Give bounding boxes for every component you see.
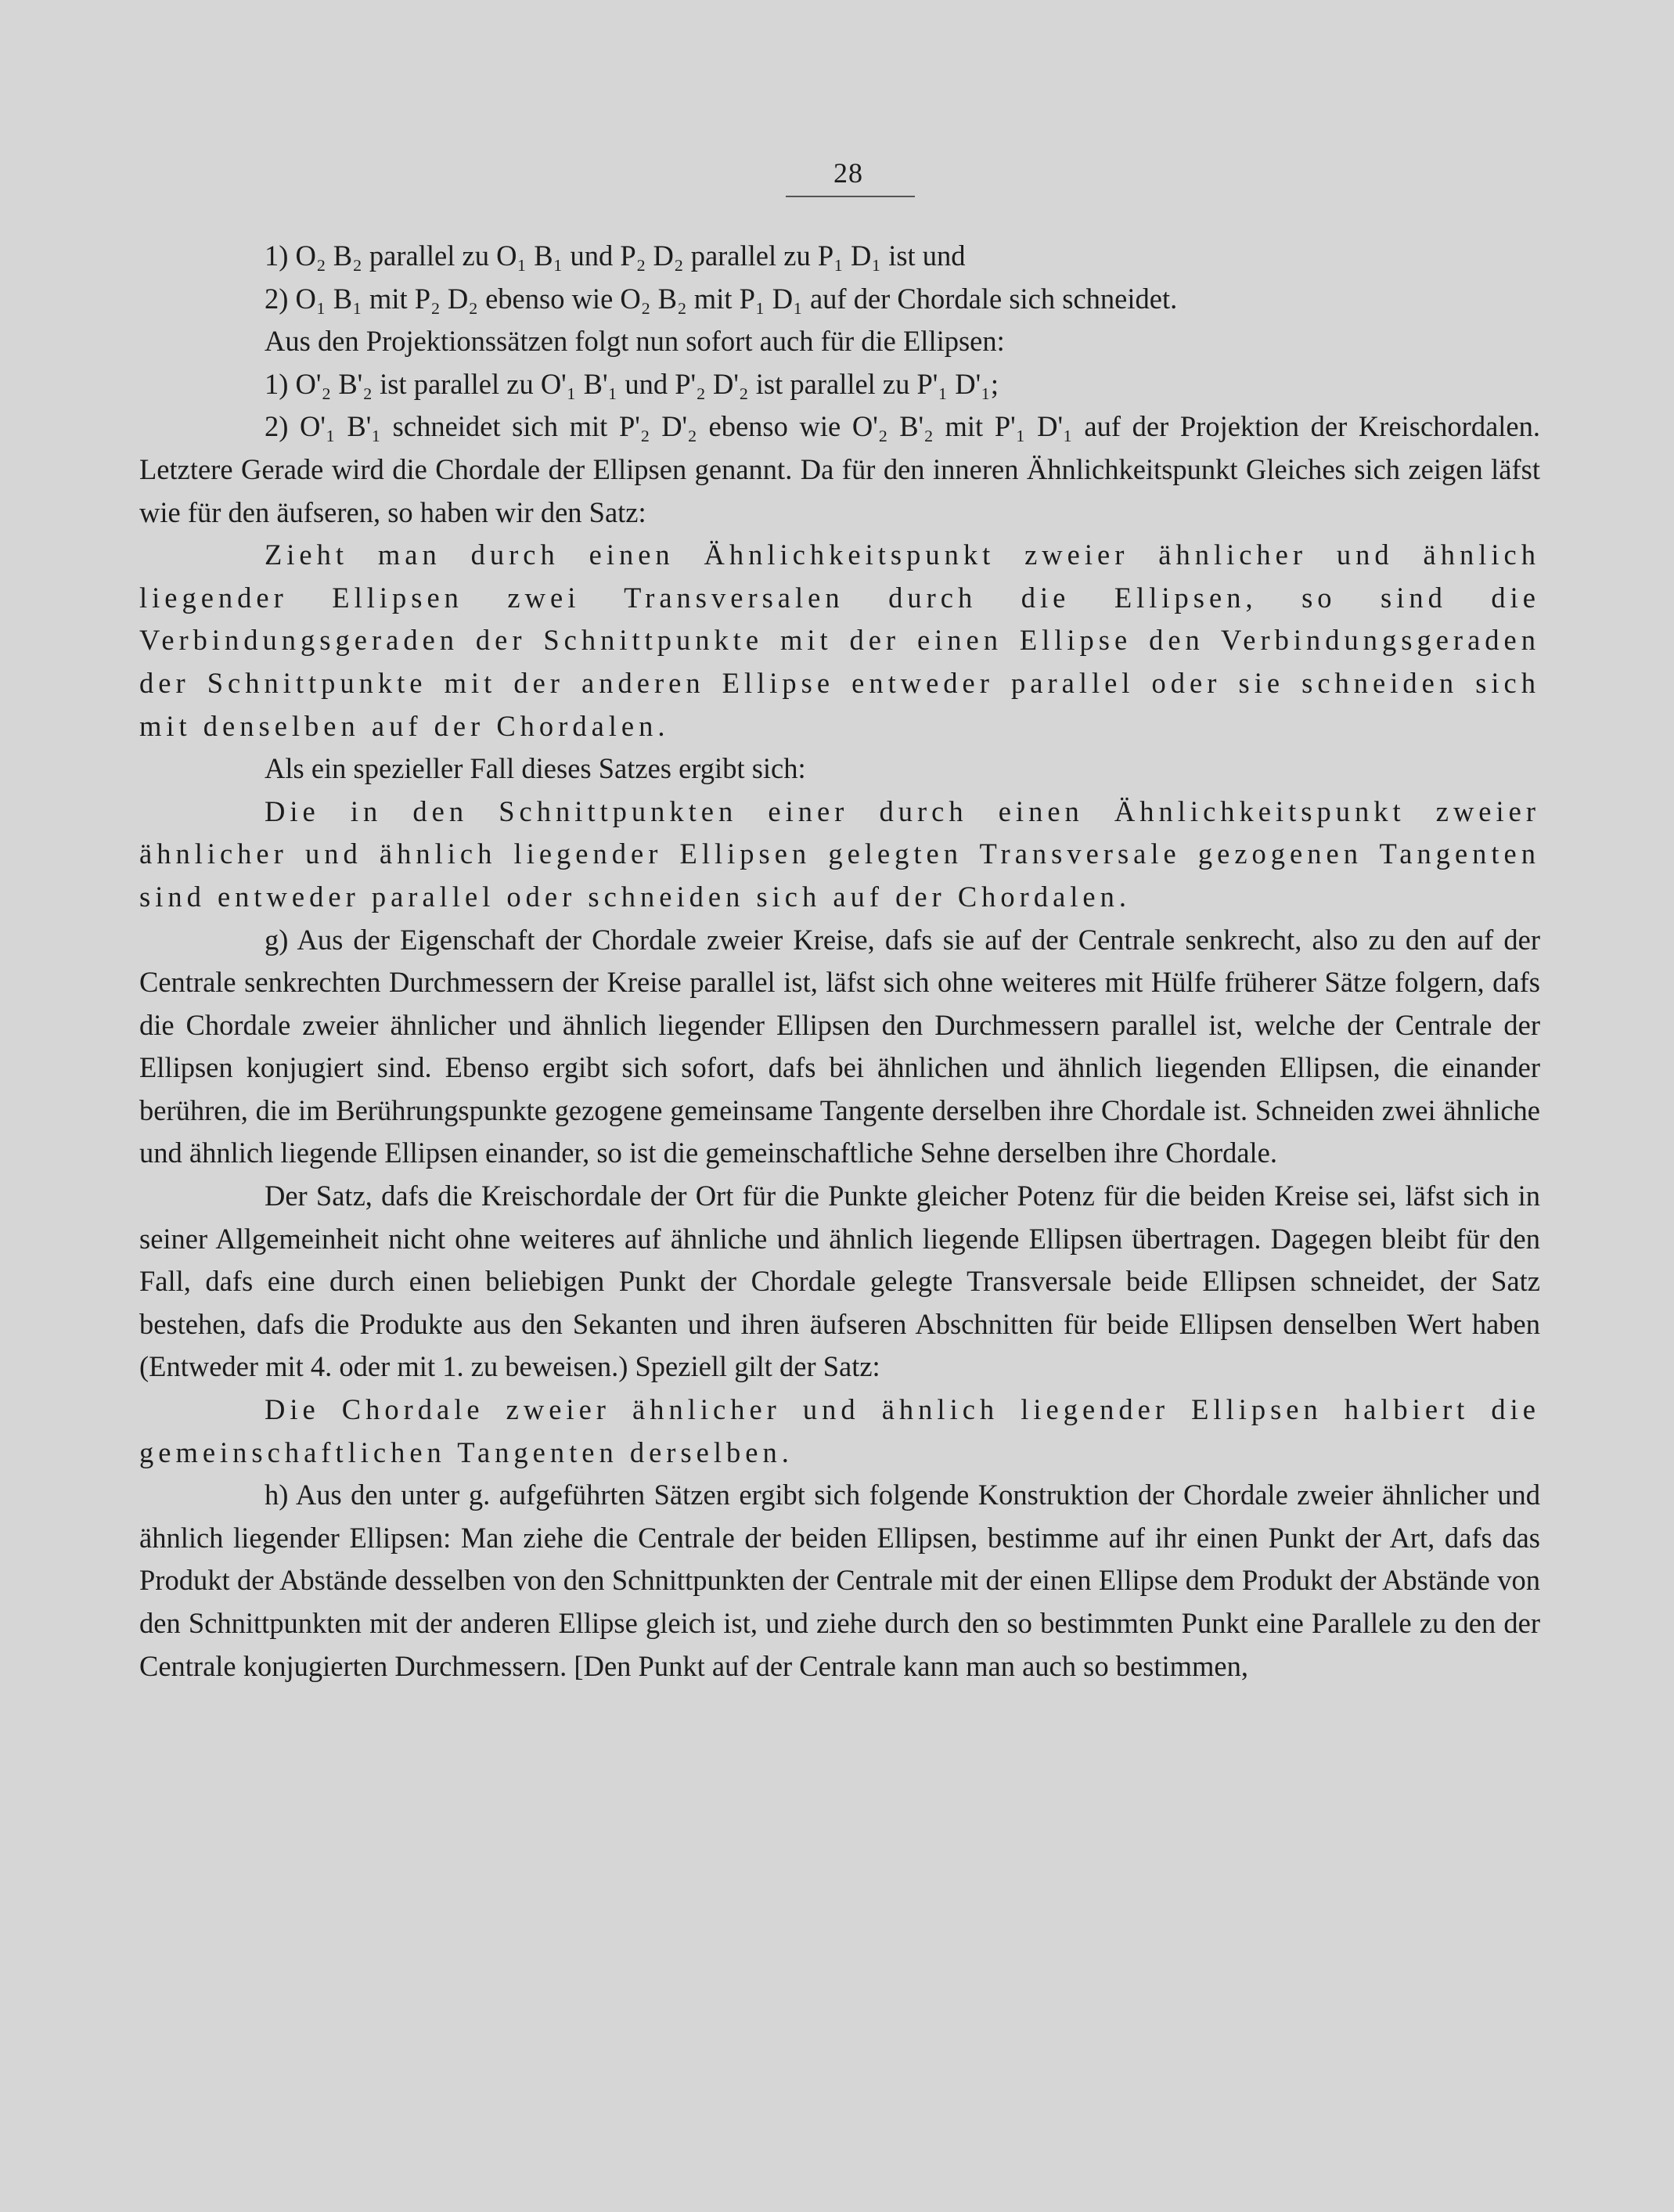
paragraph-2: 2) O₁ B₁ mit P₂ D₂ ebenso wie O₂ B₂ mit P₁ D₁ auf der Chordale sich schneidet.	[265, 282, 1178, 315]
header-rule	[786, 196, 915, 197]
paragraph-7: Als ein spezieller Fall dieses Satzes ergibt sich:	[265, 752, 806, 785]
paragraph-9: g) Aus der Eigenschaft der Chordale zweier Kreise, dafs sie auf der Centrale senkrecht, also zu den auf der Centrale senkrechten Durchmessern der Kreise parallel ist, läfst sich ohne weiteres mit Hülfe früherer Sätze folgern, dafs die Chordale zweier ähnlicher und ähnlich liegender Ellipsen den Durchmessern parallel ist, welche der Centrale der Ellipsen konjugiert sind. Ebenso ergibt sich sofort, dafs bei ähnlichen und ähnlich liegenden Ellipsen, die einander berühren, die im Berührungspunkte gezogene gemeinsame Tangente derselben ihre Chordale ist. Schneiden zwei ähnliche und ähnlich liegende Ellipsen einander, so ist die gemeinschaftliche Sehne derselben ihre Chordale.	[139, 923, 1540, 1169]
paragraph-3: Aus den Projektionssätzen folgt nun sofort auch für die Ellipsen:	[265, 325, 1005, 358]
paragraph-12: h) Aus den unter g. aufgeführten Sätzen ergibt sich folgende Konstruktion der Chordale zweier ähnlicher und ähnlich liegender Ellipsen: Man ziehe die Centrale der beiden Ellipsen, bestimme auf ihr einen Punkt der Art, dafs das Produkt der Abstände desselben von den Schnittpunkten der Centrale mit der einen Ellipse dem Produkt der Abstände von den Schnittpunkten mit der anderen Ellipse gleich ist, und ziehe durch den so bestimmten Punkt eine Parallele zu den der Centrale konjugierten Durchmessern. [Den Punkt auf der Centrale kann man auch so bestimmen,	[139, 1479, 1540, 1682]
paragraph-6-theorem: Zieht man durch einen Ähnlichkeitspunkt zweier ähnlicher und ähnlich liegender Ellipsen zwei Transversalen durch die Ellipsen, so sind die Verbindungsgeraden der Schnittpunkte mit der einen Ellipse den Verbindungsgeraden der Schnittpunkte mit der anderen Ellipse entweder parallel oder sie schneiden sich mit denselben auf der Chordalen.	[139, 539, 1540, 742]
page-number: 28	[833, 157, 863, 189]
paragraph-11-theorem: Die Chordale zweier ähnlicher und ähnlich liegender Ellipsen halbiert die gemeinschaftlichen Tangenten derselben.	[139, 1393, 1540, 1468]
body-text	[139, 235, 1540, 1688]
paragraph-5: 2) O'₁ B'₁ schneidet sich mit P'₂ D'₂ ebenso wie O'₂ B'₂ mit P'₁ D'₁ auf der Projektion der Kreischordalen. Letztere Gerade wird die Chordale der Ellipsen genannt. Da für den inneren Ähnlichkeitspunkt Gleiches sich zeigen läfst wie für den äufseren, so haben wir den Satz:	[139, 410, 1540, 528]
paragraph-10: Der Satz, dafs die Kreischordale der Ort für die Punkte gleicher Potenz für die beiden Kreise sei, läfst sich in seiner Allgemeinheit nicht ohne weiteres auf ähnliche und ähnlich liegende Ellipsen übertragen. Dagegen bleibt für den Fall, dafs eine durch einen beliebigen Punkt der Chordale gelegte Transversale beide Ellipsen schneidet, der Satz bestehen, dafs die Produkte aus den Sekanten und ihren äufseren Abschnitten für beide Ellipsen denselben Wert haben (Entweder mit 4. oder mit 1. zu beweisen.) Speziell gilt der Satz:	[139, 1180, 1540, 1383]
paragraph-4: 1) O'₂ B'₂ ist parallel zu O'₁ B'₁ und P'₂ D'₂ ist parallel zu P'₁ D'₁;	[265, 367, 999, 400]
paragraph-1: 1) O₂ B₂ parallel zu O₁ B₁ und P₂ D₂ parallel zu P₁ D₁ ist und	[265, 240, 966, 272]
paragraph-8-theorem: Die in den Schnittpunkten einer durch einen Ähnlichkeitspunkt zweier ähnlicher und ähnlich liegender Ellipsen gelegten Transversale gezogenen Tangenten sind entweder parallel oder schneiden sich auf der Chordalen.	[139, 794, 1540, 913]
